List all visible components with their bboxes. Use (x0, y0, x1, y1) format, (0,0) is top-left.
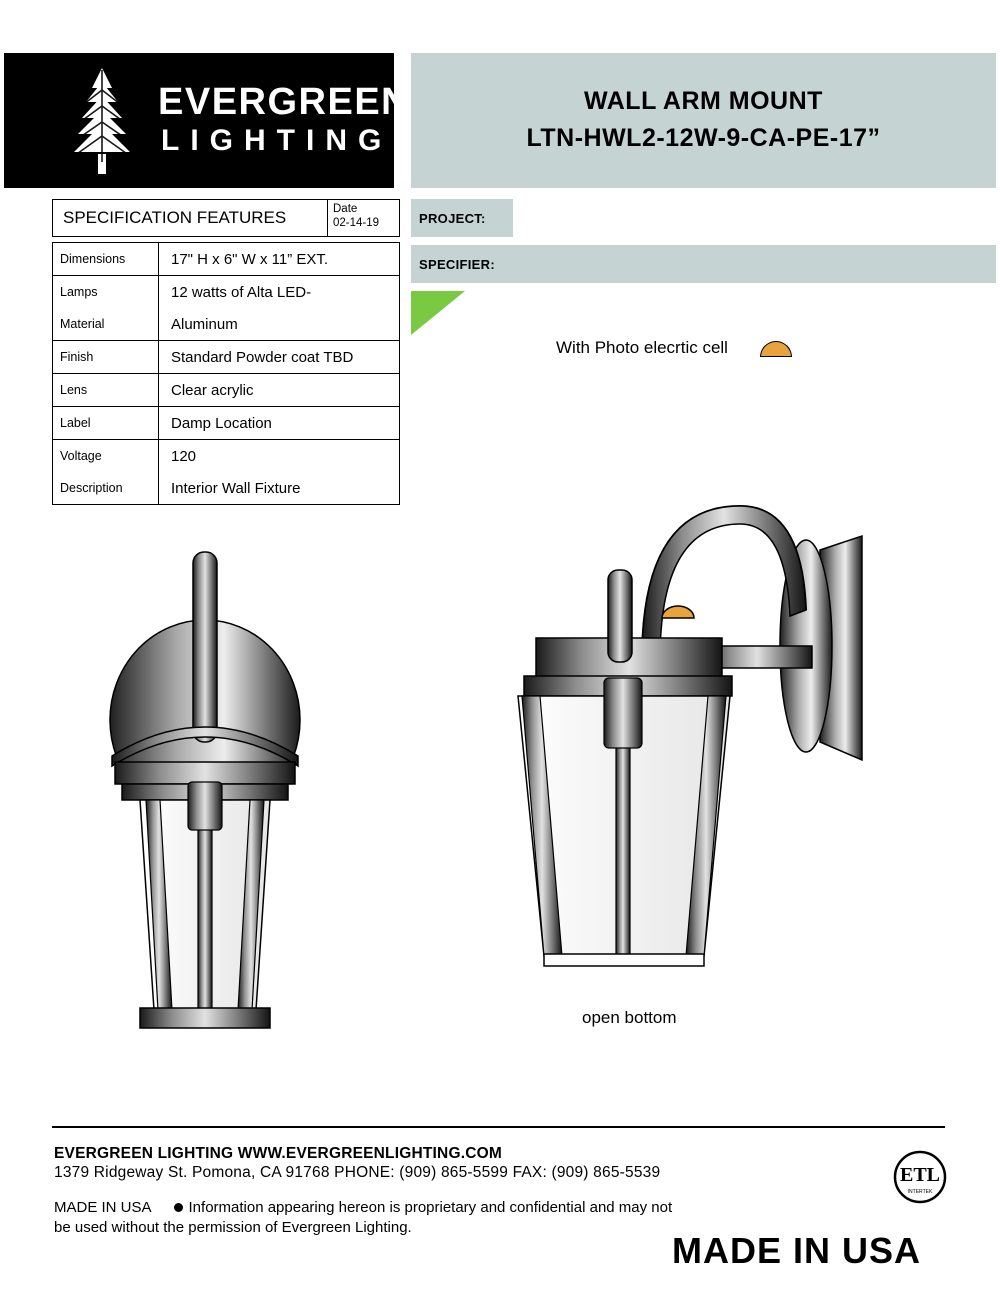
svg-text:ETL: ETL (899, 1164, 941, 1186)
spec-value: 17" H x 6" W x 11” EXT. (159, 243, 400, 276)
spec-key: Dimensions (53, 243, 159, 276)
spec-heading: SPECIFICATION FEATURES (63, 208, 287, 227)
spec-key: Label (53, 407, 159, 440)
product-title-block (411, 53, 996, 188)
table-row (53, 276, 400, 309)
table-row (53, 341, 400, 374)
spec-key: Description (53, 472, 159, 505)
fixture-side-view-drawing (490, 470, 910, 990)
spec-key: Lamps (53, 276, 159, 309)
spec-value: Damp Location (159, 407, 400, 440)
specification-features-table (52, 199, 400, 505)
table-row (53, 243, 400, 276)
footer-company: EVERGREEN LIGHTING WWW.EVERGREENLIGHTING.COM (54, 1145, 502, 1162)
spec-table-header (52, 199, 400, 237)
footer-address: 1379 Ridgeway St. Pomona, CA 91768 PHONE: (909) 865-5599 FAX: (909) 865-5539 (54, 1164, 661, 1181)
spec-value: Clear acrylic (159, 374, 400, 407)
brand-logo-block (4, 53, 411, 188)
made-in-usa-large: MADE IN USA (672, 1230, 922, 1271)
spec-key: Voltage (53, 440, 159, 473)
open-bottom-caption: open bottom (582, 1008, 677, 1027)
date-label: Date (333, 203, 358, 215)
brand-name-line2: LIGHTING (161, 123, 393, 157)
brand-wordmark (158, 82, 410, 160)
bullet-icon (174, 1203, 183, 1212)
photocell-note: With Photo elecrtic cell (556, 338, 728, 357)
spec-value: Standard Powder coat TBD (159, 341, 400, 374)
spec-value: 120 (159, 440, 400, 473)
date-value: 02-14-19 (333, 217, 380, 229)
table-row (53, 407, 400, 440)
fixture-front-view-drawing (60, 530, 380, 1050)
evergreen-tree-icon (56, 66, 148, 176)
disclaimer-line1: Information appearing hereon is proprietary and confidential and may not (188, 1199, 673, 1216)
table-row (53, 472, 400, 505)
specifier-label: SPECIFIER: (411, 245, 513, 283)
svg-text:INTERTEK: INTERTEK (907, 1189, 933, 1195)
made-in-usa-small: MADE IN USA (54, 1199, 152, 1216)
photocell-sensor-icon (760, 341, 792, 357)
specifier-input[interactable] (513, 245, 996, 283)
spec-value: Aluminum (159, 308, 400, 341)
project-label: PROJECT: (411, 199, 513, 237)
footer-divider (52, 1126, 945, 1128)
spec-rows (52, 242, 400, 505)
brand-name-line1: EVERGREEN (158, 80, 411, 123)
spec-value: Interior Wall Fixture (159, 472, 400, 505)
project-input[interactable] (513, 199, 996, 237)
disclaimer-line2: be used without the permission of Evergreen Lighting. (54, 1219, 412, 1236)
page-title: WALL ARM MOUNT (584, 87, 823, 115)
table-row (53, 374, 400, 407)
spec-key: Material (53, 308, 159, 341)
spec-key: Lens (53, 374, 159, 407)
product-code: LTN-HWL2-12W-9-CA-PE-17” (526, 124, 881, 152)
green-corner-accent (411, 291, 465, 335)
spec-date (327, 200, 399, 236)
spec-key: Finish (53, 341, 159, 374)
etl-certification-icon (884, 1150, 956, 1204)
footer-disclaimer (54, 1198, 774, 1238)
table-row (53, 308, 400, 341)
spec-value: 12 watts of Alta LED- (159, 276, 400, 309)
table-row (53, 440, 400, 473)
